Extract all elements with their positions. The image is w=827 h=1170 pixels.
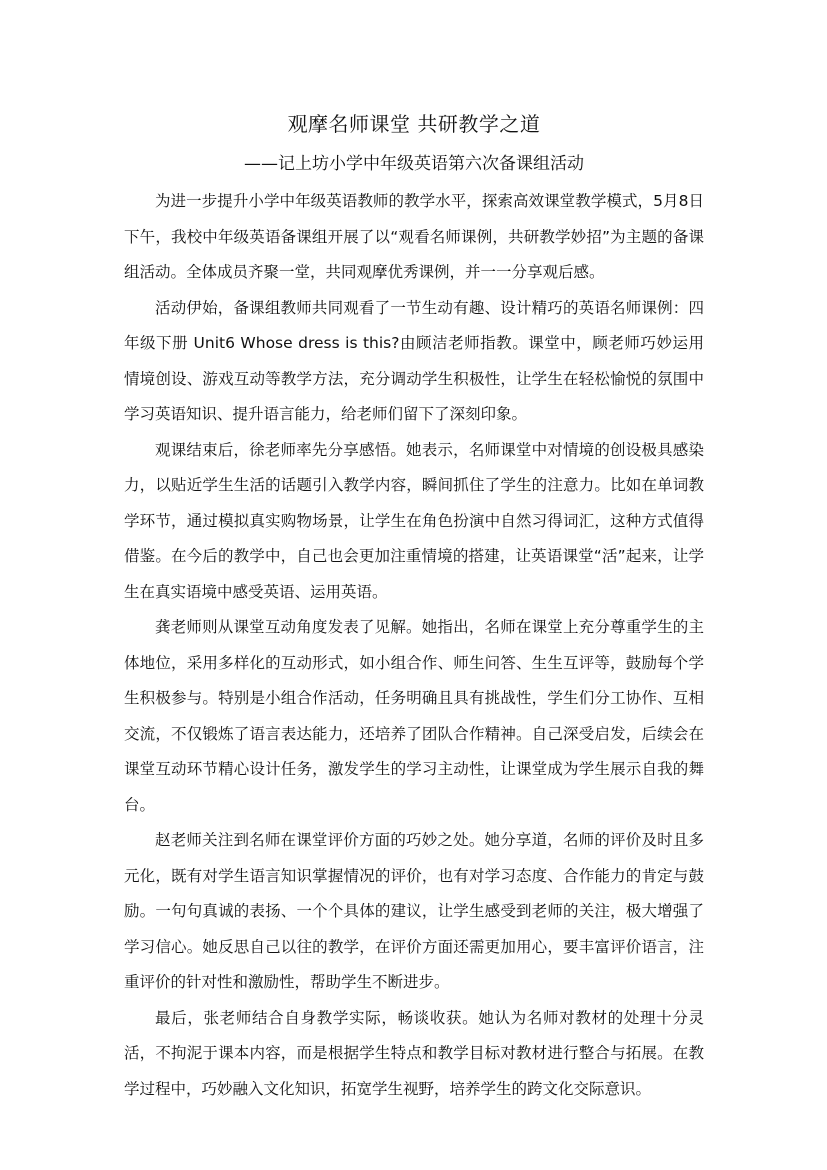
paragraph-zhang-reflection: 最后，张老师结合自身教学实际，畅谈收获。她认为名师对教材的处理十分灵活，不拘泥于课本内容，而是根据学生特点和教学目标对教材进行整合与拓展。在教学过程中，巧妙融入文化知识，拓宽学生视野，培养学生的跨文化交际意识。 xyxy=(124,1008,704,1098)
paragraph-zhao-reflection: 赵老师关注到名师在课堂评价方面的巧妙之处。她分享道，名师的评价及时且多元化，既有对学生语言知识掌握情况的评价，也有对学习态度、合作能力的肯定与鼓励。一句句真诚的表扬、一个个具体的建议，让学生感受到老师的关注，极大增强了学习信心。她反思自己以往的教学，在评价方面还需更加用心，要丰富评价语言，注重评价的针对性和激励性，帮助学生不断进步。 xyxy=(124,831,704,991)
paragraph-xu-reflection: 观课结束后，徐老师率先分享感悟。她表示，名师课堂中对情境的创设极具感染力，以贴近学生生活的话题引入教学内容，瞬间抓住了学生的注意力。比如在单词教学环节，通过模拟真实购物场景，让学生在角色扮演中自然习得词汇，这种方式值得借鉴。在今后的教学中，自己也会更加注重情境的搭建，让英语课堂“活”起来，让学生在真实语境中感受英语、运用英语。 xyxy=(124,440,704,601)
paragraph-lesson-viewing: 活动伊始，备课组教师共同观看了一节生动有趣、设计精巧的英语名师课例：四年级下册 Unit6 Whose dress is this?由顾洁老师指教。课堂中，顾老师巧妙运用情境创设、游戏互动等教学方法，充分调动学生积极性，让学生在轻松愉悦的氛围中学习英语知识、提升语言能力，给老师们留下了深刻印象。 xyxy=(124,298,704,423)
document-title: 观摩名师课堂 共研教学之道 xyxy=(287,112,541,136)
paragraph-intro: 为进一步提升小学中年级英语教师的教学水平，探索高效课堂教学模式，5月8日下午，我校中年级英语备课组开展了以“观看名师课例，共研教学妙招”为主题的备课组活动。全体成员齐聚一堂，共同观摩优秀课例，并一一分享观后感。 xyxy=(124,192,704,281)
document-page xyxy=(124,104,704,1107)
paragraph-gong-reflection: 龚老师则从课堂互动角度发表了见解。她指出，名师在课堂上充分尊重学生的主体地位，采用多样化的互动形式，如小组合作、师生问答、生生互评等，鼓励每个学生积极参与。特别是小组合作活动，任务明确且具有挑战性，学生们分工协作、互相交流，不仅锻炼了语言表达能力，还培养了团队合作精神。自己深受启发，后续会在课堂互动环节精心设计任务，激发学生的学习主动性，让课堂成为学生展示自我的舞台。 xyxy=(124,618,704,814)
document-subtitle: ——记上坊小学中年级英语第六次备课组活动 xyxy=(244,154,584,174)
